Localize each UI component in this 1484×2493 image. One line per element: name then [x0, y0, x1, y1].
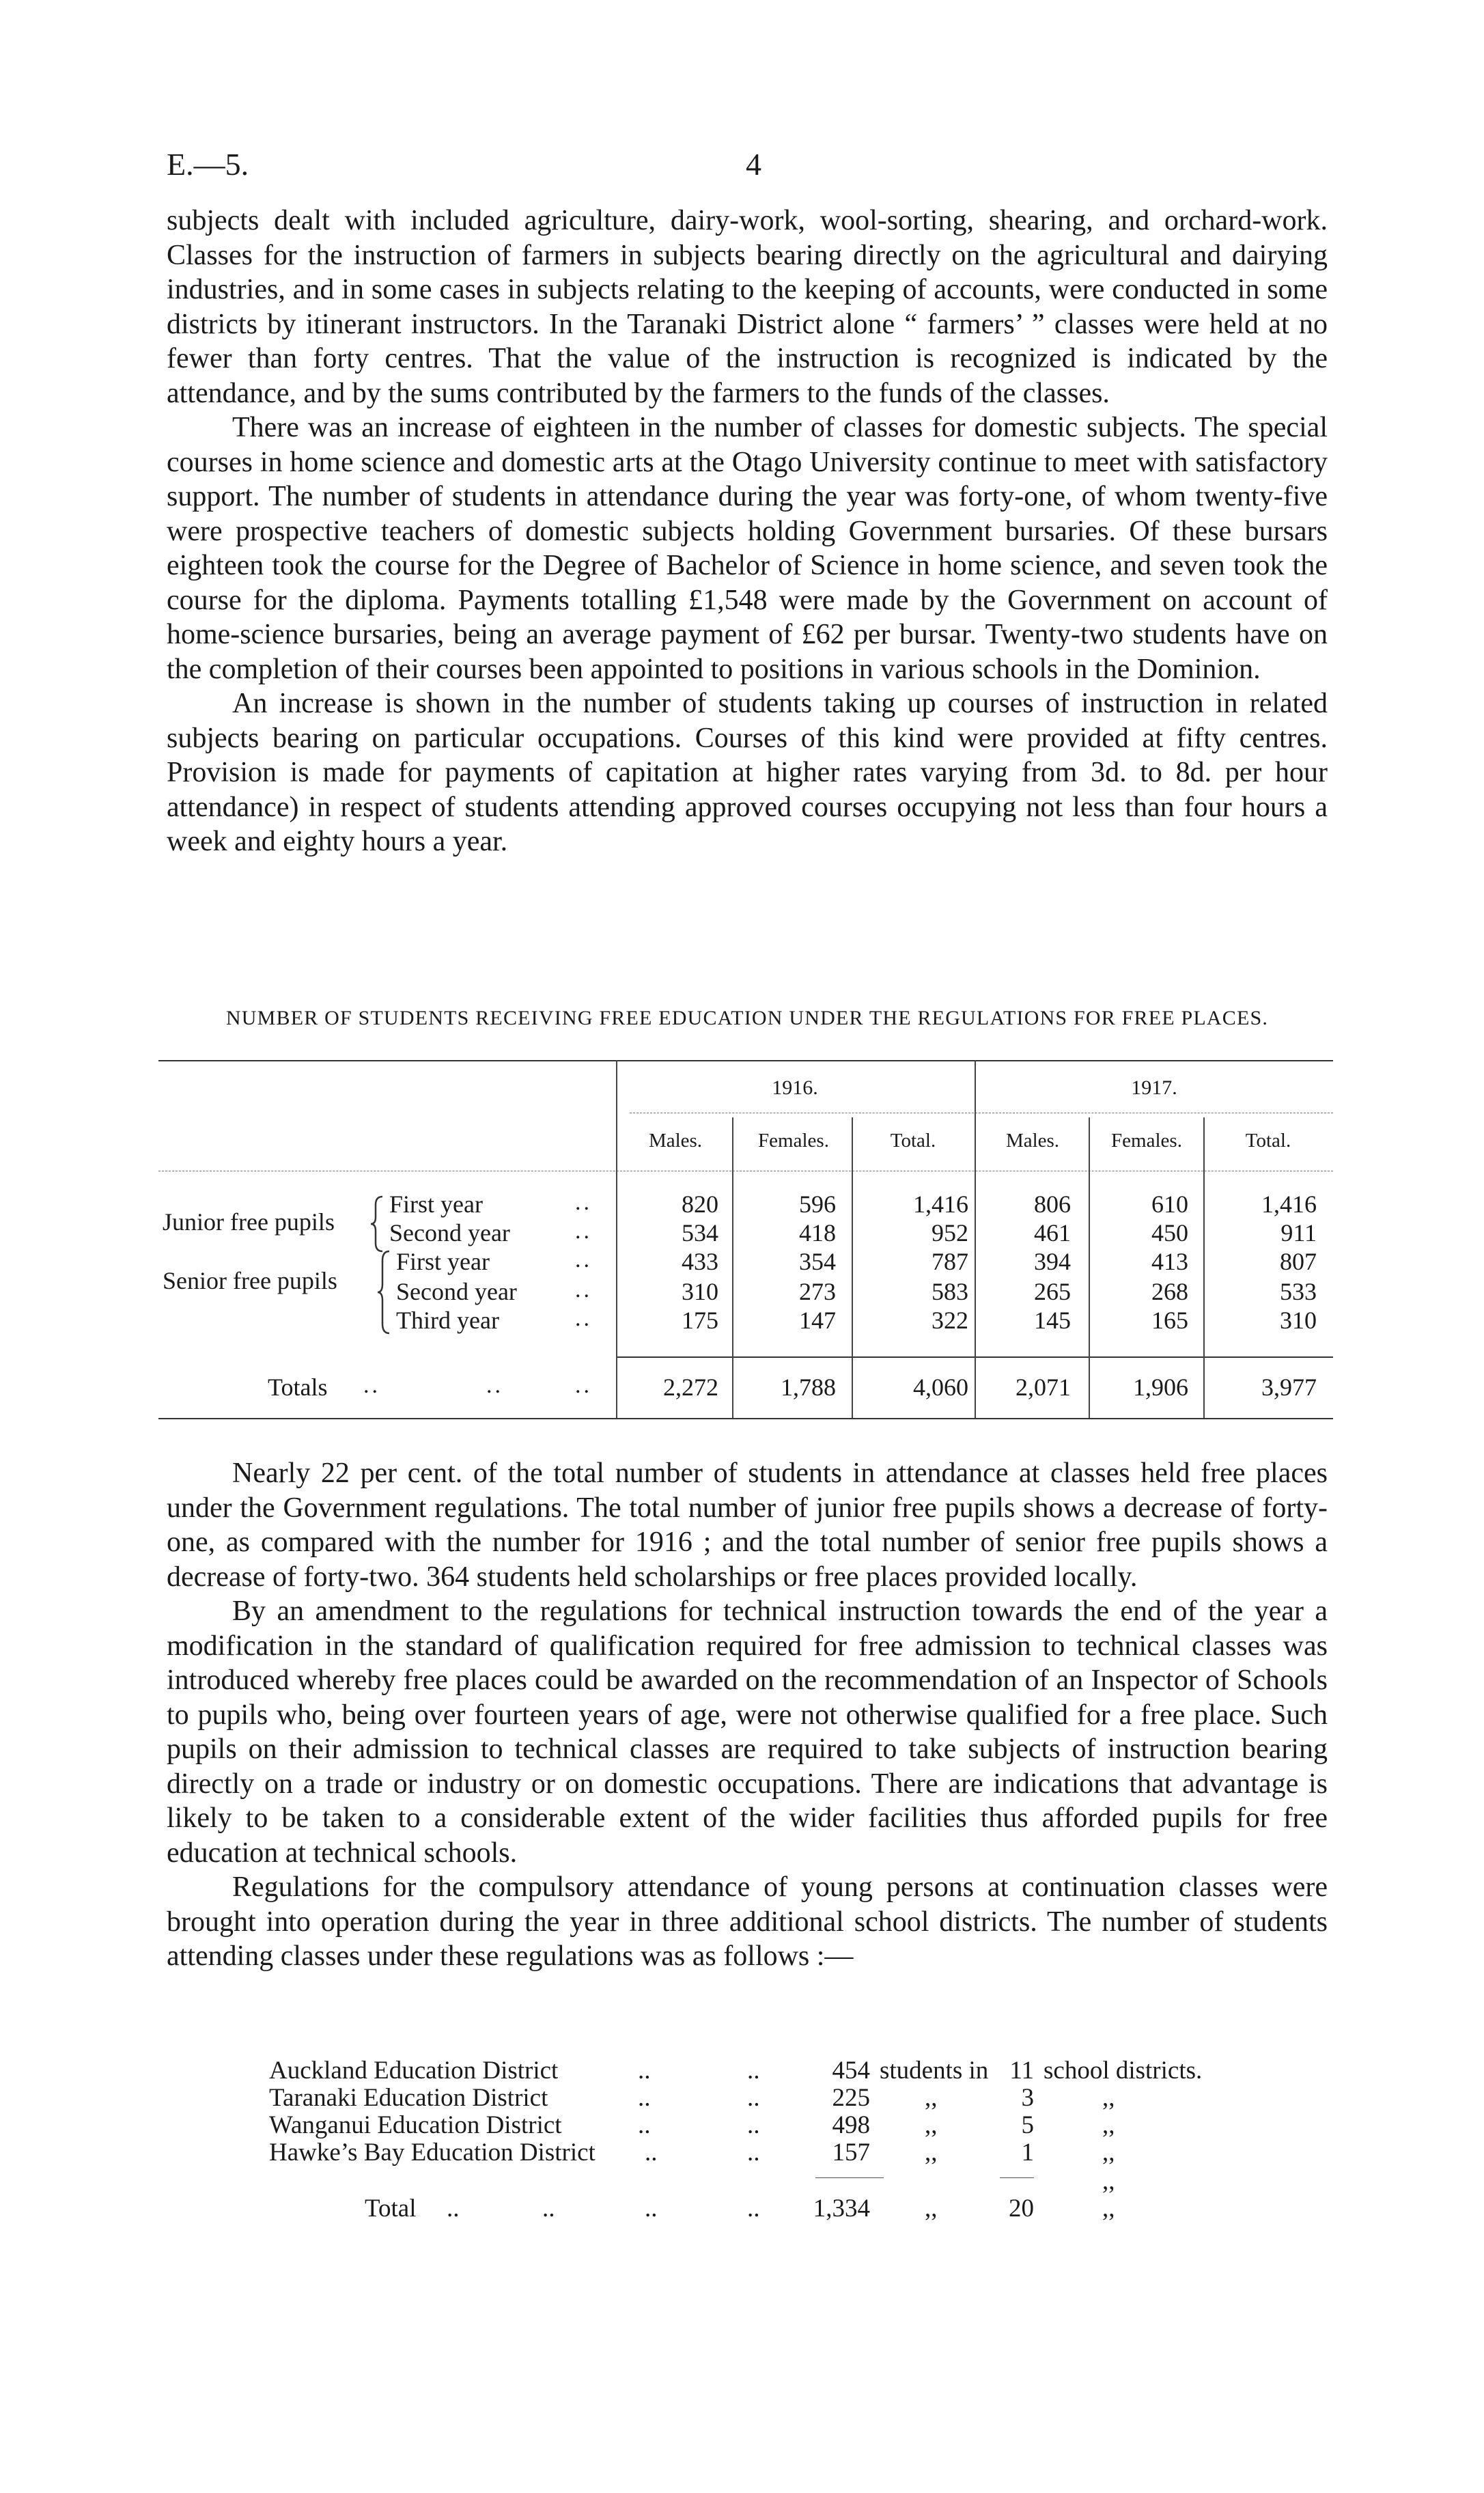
table-cell: 807 — [1280, 1248, 1317, 1275]
district-count: 5 — [1021, 2111, 1034, 2139]
table-cell: 1,416 — [1261, 1190, 1317, 1218]
sum-rule — [815, 2177, 884, 2178]
table-cell: 145 — [1034, 1307, 1071, 1334]
col-header-total-1917: Total. — [1245, 1130, 1291, 1152]
table-cell: 450 — [1151, 1219, 1188, 1246]
table-caption — [167, 1007, 1328, 1030]
col-header-females-1917: Females. — [1111, 1130, 1182, 1152]
leader-dots: .. — [363, 1373, 380, 1398]
table-cell: 610 — [1151, 1190, 1188, 1218]
table-cell: 322 — [932, 1307, 968, 1334]
year-1917-header: 1917. — [1131, 1076, 1177, 1099]
table-cell: 534 — [682, 1219, 718, 1246]
year-divider — [975, 1060, 976, 1418]
leader-dots: .. — [747, 2111, 760, 2139]
leader-dots: .. — [575, 1190, 592, 1215]
leader-dots: .. — [747, 2195, 760, 2223]
page-header — [167, 146, 1328, 187]
table-top-rule — [158, 1060, 1333, 1061]
leader-dots: .. — [645, 2195, 658, 2223]
table-cell: 596 — [799, 1190, 836, 1218]
free-places-table — [158, 1049, 1333, 1432]
paragraph-amendment: By an amendment to the regulations for technical instruction towards the end of the year a modification in the standard of qualification required for free admission to technical classes was introduced whereby free places could be awarded on the recommendation of an Inspector of Schools to pupils who, being over fourteen years of age, were not otherwise qualified for a free place. Such pupils on their admission to technical classes are required to take subjects of instruction bearing directly on a trade or industry or on domestic occupations. There are indications that advantage is likely to be taken to a considerable extent of the wider facilities thus afforded pupils for free education at technical schools. — [167, 1596, 1328, 1869]
leader-dots: .. — [645, 2139, 658, 2167]
stage-label: Second year — [396, 1278, 517, 1305]
student-count: 225 — [832, 2084, 870, 2112]
table-cell: 806 — [1034, 1190, 1071, 1218]
leader-dots: .. — [542, 2195, 555, 2223]
col-header-males-1916: Males. — [648, 1130, 703, 1152]
table-cell: 533 — [1280, 1278, 1317, 1305]
stub-divider — [616, 1060, 617, 1418]
student-count: 454 — [832, 2057, 870, 2085]
student-count: 498 — [832, 2111, 870, 2139]
leader-dots: .. — [575, 1306, 592, 1331]
district-attendance-list — [167, 2056, 1328, 2233]
table-cell: 820 — [682, 1190, 718, 1218]
document-reference: E.—5. — [167, 147, 249, 182]
suffix-text: ,, — [1102, 2139, 1115, 2167]
page-number: 4 — [746, 147, 761, 182]
paragraph-agriculture: subjects dealt with included agriculture, dairy-work, wool-sorting, shearing, and orchard-work. Classes for the instruction of farmers in subjects bearing directly on the agricultural and dairying industries, and in some cases in subjects relating to the keeping of accounts, were conducted in some districts by itinerant instructors. In the Taranaki District alone “ farmers’ ” classes were held at no fewer than forty centres. That the value of the instruction is recognized is indicated by the attendance, and by the sums contributed by the farmers to the funds of the classes. — [167, 205, 1328, 409]
col-divider — [1203, 1117, 1205, 1418]
leader-dots: .. — [638, 2084, 651, 2112]
stage-label: First year — [396, 1248, 490, 1275]
brace-icon — [369, 1195, 385, 1253]
district-name: Hawke’s Bay Education District — [269, 2139, 596, 2167]
student-count: 157 — [832, 2139, 870, 2167]
table-cell: 265 — [1034, 1278, 1071, 1305]
leader-dots: .. — [447, 2195, 460, 2223]
paragraph-related-subjects: An increase is shown in the number of students taking up courses of instruction in related subjects bearing on particular occupations. Courses of this kind were provided at fifty centres. Provision is made for payments of capitation at higher rates varying from 3d. to 8d. per hour attendance) in respect of students attending approved courses occupying not less than four hours a week and eighty hours a year. — [167, 688, 1328, 857]
table-cell: 165 — [1151, 1307, 1188, 1334]
leader-dots: .. — [575, 1373, 592, 1398]
table-cell: 413 — [1151, 1248, 1188, 1275]
unit-text: ,, — [925, 2195, 938, 2223]
table-cell: 273 — [799, 1278, 836, 1305]
table-cell: 268 — [1151, 1278, 1188, 1305]
district-name: Wanganui Education District — [269, 2111, 562, 2139]
district-name: Taranaki Education District — [269, 2084, 548, 2112]
table-cell: 461 — [1034, 1219, 1071, 1246]
unit-text: ,, — [925, 2084, 938, 2112]
col-divider — [1089, 1117, 1090, 1418]
total-cell: 1,906 — [1133, 1374, 1188, 1401]
table-cell: 583 — [932, 1278, 968, 1305]
suffix-text: ,, — [1102, 2111, 1115, 2139]
stage-label: Second year — [389, 1219, 510, 1246]
group-label-senior: Senior free pupils — [163, 1267, 337, 1294]
col-header-total-1916: Total. — [890, 1130, 936, 1152]
leader-dots: .. — [638, 2111, 651, 2139]
leader-dots: .. — [638, 2057, 651, 2085]
table-cell: 310 — [682, 1278, 718, 1305]
paragraph-compulsory-attendance: Regulations for the compulsory attendance of young persons at continuation classes were brought into operation during the year in three additional school districts. The number of students attending classes under these regulations was as follows :— — [167, 1871, 1328, 1972]
paragraph-domestic-subjects: There was an increase of eighteen in the number of classes for domestic subjects. The special courses in home science and domestic arts at the Otago University continue to meet with satisfactory support. The number of students in attendance during the year was forty-one, of whom twenty-five were prospective teachers of domestic subjects holding Government bursaries. Of these bursars eighteen took the course for the Degree of Bachelor of Science in home science, and seven took the course for the diploma. Payments totalling £1,548 were made by the Government on account of home-science bursaries, being an average payment of £62 per bursar. Twenty-two students have on the completion of their courses been appointed to positions in various schools in the Dominion. — [167, 412, 1328, 685]
total-cell: 2,272 — [663, 1374, 718, 1401]
table-cell: 787 — [932, 1248, 968, 1275]
table-cell: 952 — [932, 1219, 968, 1246]
col-header-males-1917: Males. — [1005, 1130, 1060, 1152]
leader-dots: .. — [747, 2057, 760, 2085]
leader-dots: .. — [486, 1373, 503, 1398]
brace-icon — [376, 1250, 392, 1335]
col-divider — [852, 1117, 853, 1418]
suffix-text: ,, — [1102, 2195, 1115, 2223]
table-bottom-rule — [158, 1418, 1333, 1419]
unit-text: ,, — [925, 2139, 938, 2167]
paragraph-free-places: Nearly 22 per cent. of the total number of students in attendance at classes held free places under the Government regulations. The total number of junior free pupils shows a decrease of forty-one, as compared with the number for 1916 ; and the total number of senior free pupils shows a decrease of forty-two. 364 students held scholarships or free places provided locally. — [167, 1458, 1328, 1593]
table-cell: 911 — [1280, 1219, 1317, 1246]
district-count: 3 — [1021, 2084, 1034, 2112]
district-count: 1 — [1021, 2139, 1034, 2167]
table-cell: 394 — [1034, 1248, 1071, 1275]
col-divider — [732, 1117, 733, 1418]
leader-dots: .. — [575, 1277, 592, 1303]
total-cell: 3,977 — [1261, 1374, 1317, 1401]
suffix-text: school districts. — [1044, 2057, 1203, 2085]
total-districts: 20 — [1009, 2195, 1034, 2223]
unit-text: students in — [880, 2057, 989, 2085]
unit-text: ,, — [925, 2111, 938, 2139]
leader-dots: .. — [575, 1247, 592, 1272]
district-name: Auckland Education District — [269, 2057, 559, 2085]
total-students: 1,334 — [813, 2195, 870, 2223]
ditto-mark: ,, — [1102, 2167, 1115, 2195]
leader-dots: .. — [575, 1218, 592, 1244]
table-cell: 418 — [799, 1219, 836, 1246]
group-label-junior: Junior free pupils — [163, 1208, 335, 1236]
col-header-females-1916: Females. — [758, 1130, 829, 1152]
totals-label: Totals — [268, 1374, 328, 1401]
suffix-text: ,, — [1102, 2084, 1115, 2112]
table-cell: 147 — [799, 1307, 836, 1334]
stage-label: Third year — [396, 1307, 499, 1334]
total-cell: 4,060 — [913, 1374, 968, 1401]
body-text-top — [167, 204, 1328, 859]
body-text-bottom — [167, 1456, 1328, 1974]
total-cell: 2,071 — [1016, 1374, 1071, 1401]
leader-dots: .. — [747, 2084, 760, 2112]
leader-dots: .. — [747, 2139, 760, 2167]
table-cell: 1,416 — [913, 1190, 968, 1218]
sum-rule — [1000, 2177, 1034, 2178]
table-cell: 175 — [682, 1307, 718, 1334]
table-cell: 310 — [1280, 1307, 1317, 1334]
district-count: 11 — [1009, 2057, 1034, 2085]
list-total-label: Total — [365, 2195, 417, 2223]
table-cell: 354 — [799, 1248, 836, 1275]
total-cell: 1,788 — [781, 1374, 836, 1401]
stage-label: First year — [389, 1190, 483, 1218]
year-1916-header: 1916. — [772, 1076, 818, 1099]
table-caption-text: NUMBER OF STUDENTS RECEIVING FREE EDUCATION UNDER THE REGULATIONS FOR FREE PLACES. — [225, 1007, 1269, 1029]
table-cell: 433 — [682, 1248, 718, 1275]
